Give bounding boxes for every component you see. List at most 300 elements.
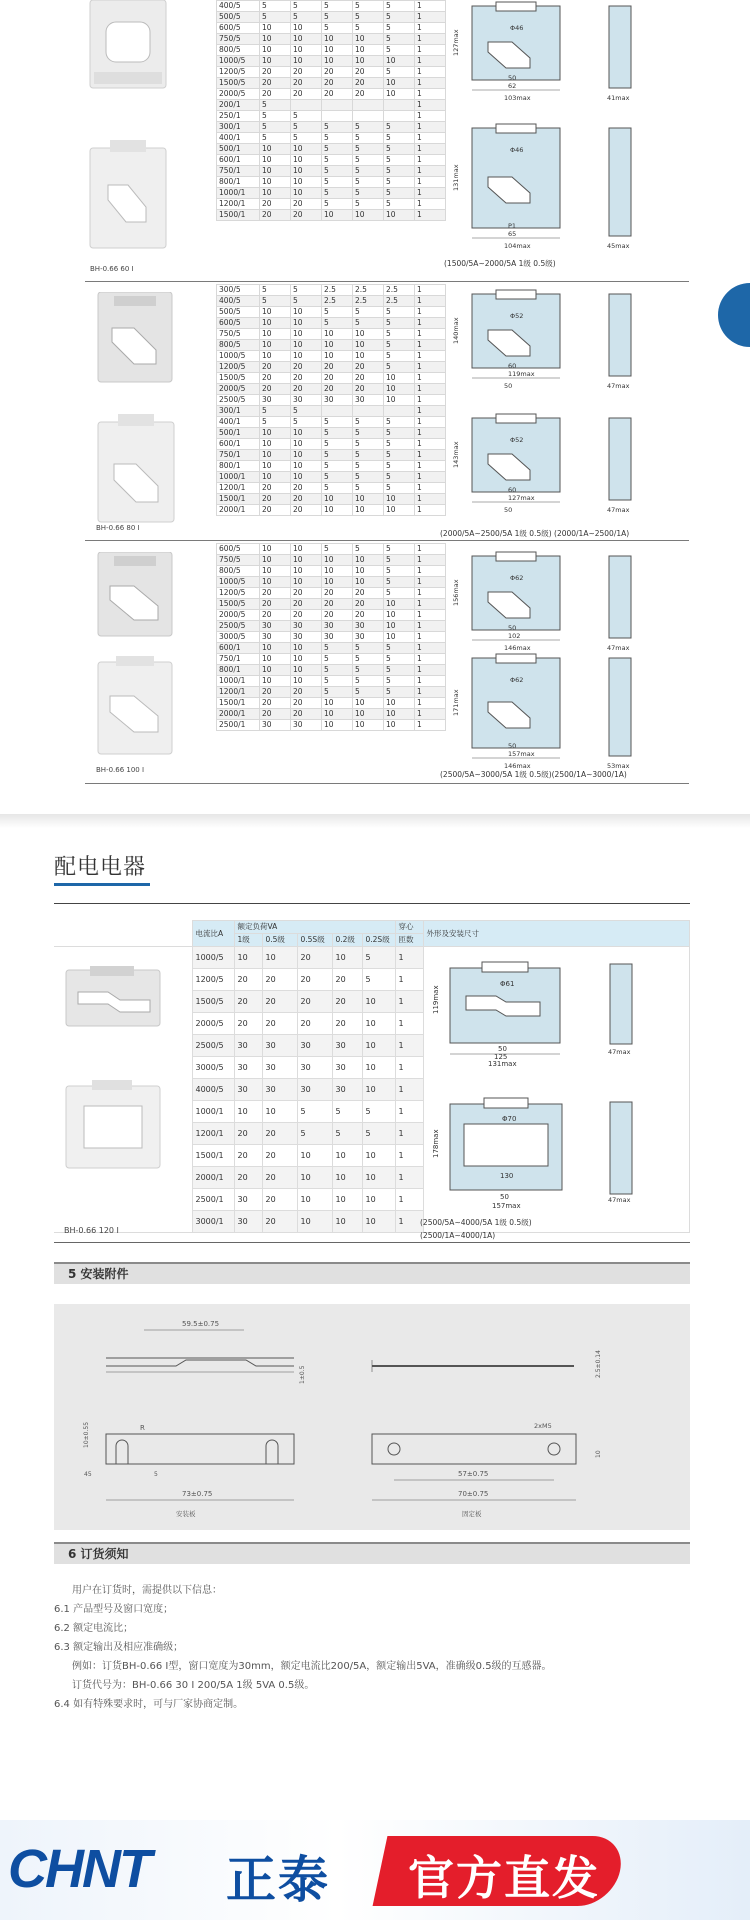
table-cell: 30: [260, 632, 291, 643]
table-row: [217, 720, 446, 731]
table-cell: 10: [353, 709, 384, 720]
table-cell: 5: [322, 643, 353, 654]
table-cell: 5: [332, 1101, 362, 1123]
dim-text: 50: [504, 382, 513, 390]
table-cell: 5: [384, 483, 415, 494]
order-example: 例如：订货BH-0.66 Ⅰ型，窗口宽度为30mm，额定电流比200/5A，额定输出5VA，准确级0.5级的互感器。: [72, 1661, 552, 1672]
table-row: [217, 643, 446, 654]
table-cell: 2.5: [353, 296, 384, 307]
table-cell: 1: [395, 991, 423, 1013]
table-cell: 5: [322, 687, 353, 698]
table-cell: 5: [384, 566, 415, 577]
table-cell: 10: [291, 654, 322, 665]
table-cell: 10: [234, 1101, 262, 1123]
catalog-page-top: [0, 0, 750, 818]
table-cell: 5: [384, 588, 415, 599]
table-cell: [322, 111, 353, 122]
table-cell: 20: [260, 67, 291, 78]
table-row: [217, 676, 446, 687]
table-cell: 1: [415, 144, 446, 155]
table-cell: 30: [291, 621, 322, 632]
table-cell: 750/5: [217, 329, 260, 340]
table-cell: 1: [415, 632, 446, 643]
brand-banner: [0, 1820, 750, 1920]
table-row: [217, 654, 446, 665]
dim-text: 146max: [504, 762, 531, 770]
title-underline: [54, 883, 150, 886]
table-cell: 1: [415, 577, 446, 588]
table-cell: 20: [291, 384, 322, 395]
table-cell: 1: [415, 210, 446, 221]
table-cell: 20: [291, 698, 322, 709]
accessories-drawing-area: [54, 1304, 690, 1530]
accessory-drawings: [54, 1304, 690, 1530]
dim-text: 157max: [508, 750, 535, 758]
table-cell: 5: [353, 643, 384, 654]
table-cell: 1000/1: [192, 1101, 234, 1123]
table-row: [217, 544, 446, 555]
table-row: [217, 111, 446, 122]
table-cell: 20: [260, 709, 291, 720]
table-cell: 10: [260, 450, 291, 461]
dim-text: 70±0.75: [458, 1490, 489, 1498]
table-row: [217, 329, 446, 340]
table-cell: 200/1: [217, 100, 260, 111]
order-item: 6.3 额定输出及相应准确级；: [54, 1642, 184, 1653]
table-cell: 10: [332, 1167, 362, 1189]
table-row: [217, 155, 446, 166]
table-cell: 10: [353, 577, 384, 588]
table-row: [217, 494, 446, 505]
dim-text: 60: [508, 362, 517, 370]
table-cell: 1000/5: [217, 351, 260, 362]
table-cell: 10: [384, 78, 415, 89]
table-cell: 5: [353, 1, 384, 12]
table-cell: 1: [415, 188, 446, 199]
table-cell: 1: [415, 450, 446, 461]
table-cell: 5: [362, 969, 395, 991]
side-drawing: [606, 960, 646, 1056]
table-cell: 10: [353, 45, 384, 56]
table-cell: 1500/1: [192, 1145, 234, 1167]
table-cell: 10: [260, 566, 291, 577]
table-cell: 5: [291, 296, 322, 307]
table-cell: 1: [415, 111, 446, 122]
table-cell: 5: [291, 12, 322, 23]
table-cell: 2000/5: [217, 610, 260, 621]
table-cell: 20: [260, 78, 291, 89]
table-cell: 20: [260, 373, 291, 384]
table-cell: 20: [322, 599, 353, 610]
table-cell: 10: [384, 373, 415, 384]
dim-text: 59.5±0.75: [182, 1320, 220, 1328]
table-cell: 20: [262, 1211, 297, 1233]
table-cell: 20: [260, 384, 291, 395]
table-cell: 30: [297, 1035, 332, 1057]
table-cell: 20: [234, 1145, 262, 1167]
table-row: [217, 621, 446, 632]
table-cell: 1: [415, 417, 446, 428]
dim-text: 131max: [488, 1060, 517, 1068]
table-cell: 5: [353, 177, 384, 188]
table-row: [217, 34, 446, 45]
section-divider: [85, 540, 689, 541]
table-cell: 5: [260, 133, 291, 144]
table-cell: 10: [322, 56, 353, 67]
table-row: [217, 67, 446, 78]
spec-table: [216, 284, 446, 516]
table-cell: 10: [260, 23, 291, 34]
table-cell: 10: [260, 665, 291, 676]
dim-text: 41max: [607, 94, 630, 102]
table-cell: 1: [415, 687, 446, 698]
section-band-ordering: 6 订货须知: [54, 1542, 690, 1564]
table-cell: 1: [415, 428, 446, 439]
table-cell: 5: [384, 472, 415, 483]
table-cell: 10: [291, 155, 322, 166]
table-cell: 20: [297, 947, 332, 969]
table-cell: 10: [384, 610, 415, 621]
table-cell: 1500/1: [217, 210, 260, 221]
table-cell: 5: [353, 472, 384, 483]
table-cell: 600/5: [217, 318, 260, 329]
table-row: [217, 285, 446, 296]
dimension-drawing: [450, 412, 590, 516]
table-cell: 20: [234, 969, 262, 991]
table-cell: 10: [362, 1189, 395, 1211]
table-cell: 10: [260, 428, 291, 439]
table-cell: 10: [362, 1145, 395, 1167]
product-photo: [96, 552, 174, 638]
table-cell: 10: [291, 166, 322, 177]
title-rule: [54, 903, 690, 904]
dimension-drawing: [450, 288, 590, 392]
table-row: [217, 406, 446, 417]
table-cell: 30: [234, 1079, 262, 1101]
table-cell: [384, 100, 415, 111]
table-cell: 1: [395, 1123, 423, 1145]
table-cell: 1500/5: [192, 991, 234, 1013]
table-cell: 5: [384, 329, 415, 340]
table-cell: 20: [291, 67, 322, 78]
table-cell: 5: [322, 654, 353, 665]
table-cell: 10: [384, 89, 415, 100]
table-cell: 20: [260, 494, 291, 505]
table-cell: 10: [262, 947, 297, 969]
table-row: [217, 577, 446, 588]
table-cell: 1: [415, 89, 446, 100]
table-row: [217, 23, 446, 34]
page-shadow: [0, 814, 750, 828]
dim-text: 140max: [452, 317, 460, 344]
table-cell: 5: [322, 144, 353, 155]
table-row: [217, 698, 446, 709]
table-cell: 10: [291, 351, 322, 362]
table-cell: 10: [384, 709, 415, 720]
table-cell: 5: [297, 1123, 332, 1145]
table-cell: 1: [415, 285, 446, 296]
table-cell: 10: [353, 566, 384, 577]
dim-text: Φ61: [500, 980, 515, 988]
table-cell: 5: [353, 199, 384, 210]
header-class: 0.2S级: [362, 934, 395, 947]
table-cell: 20: [260, 483, 291, 494]
table-cell: 5: [322, 428, 353, 439]
table-cell: [353, 111, 384, 122]
table-cell: 300/5: [217, 285, 260, 296]
side-drawing: [605, 288, 645, 392]
dim-text: 50: [500, 1193, 509, 1201]
table-cell: 5: [260, 1, 291, 12]
table-cell: [322, 100, 353, 111]
table-cell: 5: [353, 687, 384, 698]
table-cell: 20: [260, 89, 291, 100]
table-cell: 1: [415, 155, 446, 166]
table-row: [217, 687, 446, 698]
table-cell: 10: [353, 494, 384, 505]
table-row: [217, 588, 446, 599]
table-cell: 1: [415, 1, 446, 12]
table-cell: 1000/5: [217, 56, 260, 67]
order-item: 6.4 如有特殊要求时，可与厂家协商定制。: [54, 1699, 244, 1710]
table-cell: 10: [291, 56, 322, 67]
table-cell: 5: [291, 1, 322, 12]
table-cell: 1200/1: [217, 483, 260, 494]
table-cell: 20: [262, 1189, 297, 1211]
dim-text: Φ52: [510, 436, 524, 444]
table-cell: [384, 406, 415, 417]
table-cell: 5: [322, 676, 353, 687]
table-cell: 600/5: [217, 544, 260, 555]
table-cell: 20: [291, 610, 322, 621]
table-cell: 20: [353, 78, 384, 89]
table-cell: 1000/5: [192, 947, 234, 969]
table-cell: 5: [384, 351, 415, 362]
header-dims: 外形及安装尺寸: [423, 921, 690, 947]
table-cell: 30: [322, 632, 353, 643]
product-photo: [96, 414, 176, 524]
product-model-label: BH-0.66 80 I: [96, 524, 140, 532]
table-cell: 20: [332, 969, 362, 991]
table-cell: 5: [384, 577, 415, 588]
table-cell: 20: [260, 362, 291, 373]
table-cell: 30: [322, 395, 353, 406]
table-cell: 1200/5: [217, 67, 260, 78]
table-cell: 750/1: [217, 450, 260, 461]
header-class: 0.5级: [262, 934, 297, 947]
table-cell: 30: [332, 1079, 362, 1101]
brand-logo-en: CHNT: [8, 1839, 150, 1899]
header-core: 穿心: [395, 921, 423, 934]
table-cell: 1200/5: [217, 588, 260, 599]
brand-logo-cn: 正泰: [226, 1851, 330, 1909]
table-cell: 5: [384, 12, 415, 23]
table-cell: 20: [260, 505, 291, 516]
table-cell: 2500/1: [192, 1189, 234, 1211]
brand-slogan: 官方直发: [408, 1851, 600, 1905]
dim-text: 47max: [608, 1048, 631, 1056]
table-row: [217, 373, 446, 384]
table-cell: 5: [384, 67, 415, 78]
table-cell: 1: [415, 439, 446, 450]
table-cell: 5: [353, 188, 384, 199]
table-cell: 5: [291, 133, 322, 144]
table-cell: 10: [291, 307, 322, 318]
dim-text: 50: [508, 742, 517, 750]
table-cell: 10: [384, 621, 415, 632]
table-cell: 1: [415, 395, 446, 406]
table-cell: 5: [384, 144, 415, 155]
table-cell: 10: [260, 166, 291, 177]
table-cell: 1: [415, 643, 446, 654]
table-cell: 5: [322, 1, 353, 12]
table-cell: 20: [322, 373, 353, 384]
table-cell: 10: [353, 56, 384, 67]
table-cell: 10: [322, 351, 353, 362]
range-note: (2500/5A~4000/5A 1级 0.5级): [420, 1218, 532, 1227]
table-cell: 1: [415, 654, 446, 665]
table-cell: 5: [291, 406, 322, 417]
dim-text: 50: [508, 624, 517, 632]
table-cell: 5: [322, 12, 353, 23]
dim-text: Φ70: [502, 1115, 517, 1123]
range-note: (1500/5A~2000/5A 1级 0.5级): [444, 259, 556, 268]
accessory-label: 安装板: [176, 1510, 196, 1518]
table-cell: 10: [332, 1189, 362, 1211]
section-divider: [85, 783, 689, 784]
table-cell: 10: [260, 351, 291, 362]
table-cell: 5: [322, 155, 353, 166]
side-indicator-dot: [718, 283, 750, 347]
dim-text: 60: [508, 486, 517, 494]
table-cell: 20: [353, 373, 384, 384]
header-core-turns: 匝数: [395, 934, 423, 947]
table-cell: 10: [353, 698, 384, 709]
table-cell: 2000/5: [217, 89, 260, 100]
table-cell: 20: [353, 384, 384, 395]
table-cell: 10: [322, 340, 353, 351]
range-note: (2000/5A~2500/5A 1级 0.5级) (2000/1A~2500/1A): [440, 529, 630, 538]
table-cell: 5: [260, 122, 291, 133]
table-cell: 5: [322, 417, 353, 428]
table-cell: 5: [353, 307, 384, 318]
table-cell: 10: [260, 340, 291, 351]
table-cell: 250/1: [217, 111, 260, 122]
table-cell: 10: [260, 329, 291, 340]
table-row: [217, 318, 446, 329]
dim-text: 130: [500, 1172, 514, 1180]
side-drawing: [606, 1098, 646, 1206]
table-cell: 600/1: [217, 643, 260, 654]
table-cell: 10: [322, 566, 353, 577]
order-intro: 用户在订货时，需提供以下信息：: [72, 1585, 222, 1596]
table-cell: 30: [291, 720, 322, 731]
table-cell: 1: [395, 1189, 423, 1211]
dim-text: 131max: [452, 164, 460, 191]
table-cell: 3000/1: [192, 1211, 234, 1233]
table-cell: 10: [260, 307, 291, 318]
table-cell: 1500/5: [217, 599, 260, 610]
dim-text: P1: [508, 222, 517, 230]
table-cell: 5: [353, 133, 384, 144]
range-note: (2500/5A~3000/5A 1级 0.5级)(2500/1A~3000/1A): [440, 770, 627, 779]
table-cell: 20: [291, 78, 322, 89]
table-cell: 10: [260, 318, 291, 329]
table-cell: 10: [260, 177, 291, 188]
table-cell: 10: [384, 494, 415, 505]
table-row: [217, 505, 446, 516]
table-cell: 1: [395, 1101, 423, 1123]
dim-text: 62: [508, 82, 517, 90]
table-cell: 10: [260, 188, 291, 199]
table-row: [217, 483, 446, 494]
table-row: [217, 428, 446, 439]
table-cell: 5: [362, 1101, 395, 1123]
dim-text: 10: [595, 1450, 602, 1458]
table-cell: 5: [353, 417, 384, 428]
table-cell: 20: [260, 698, 291, 709]
table-cell: 20: [260, 210, 291, 221]
order-code: 订货代号为：BH-0.66 30 Ⅰ 200/5A 1级 5VA 0.5级。: [72, 1680, 315, 1691]
dim-text: R: [140, 1424, 145, 1432]
table-cell: 20: [234, 991, 262, 1013]
table-cell: 20: [262, 1123, 297, 1145]
table-cell: 10: [291, 340, 322, 351]
table-cell: 10: [353, 555, 384, 566]
table-cell: 30: [262, 1057, 297, 1079]
dim-text: 53max: [607, 762, 630, 770]
header-class: 1级: [234, 934, 262, 947]
section-band-accessories: 5 安装附件: [54, 1262, 690, 1284]
table-row: [217, 362, 446, 373]
table-cell: 1: [415, 505, 446, 516]
table-cell: 1: [415, 494, 446, 505]
table-cell: 800/1: [217, 461, 260, 472]
table-cell: 10: [260, 676, 291, 687]
table-cell: 20: [322, 588, 353, 599]
table-cell: 5: [260, 406, 291, 417]
table-cell: 5: [353, 676, 384, 687]
table-cell: 3000/5: [192, 1057, 234, 1079]
dim-text: 57±0.75: [458, 1470, 489, 1478]
table-cell: 5: [353, 544, 384, 555]
table-cell: 1: [415, 122, 446, 133]
table-cell: 5: [384, 417, 415, 428]
dimension-drawing: [450, 550, 590, 654]
table-cell: 600/5: [217, 23, 260, 34]
table-cell: [384, 111, 415, 122]
table-cell: 5: [384, 687, 415, 698]
section-divider: [85, 281, 689, 282]
table-cell: 10: [260, 144, 291, 155]
table-cell: 30: [322, 621, 353, 632]
dim-text: 65: [508, 230, 517, 238]
table-cell: 20: [291, 362, 322, 373]
table-cell: 20: [260, 610, 291, 621]
table-cell: 2500/1: [217, 720, 260, 731]
dim-text: 143max: [452, 441, 460, 468]
dim-text: 73±0.75: [182, 1490, 213, 1498]
accessory-label: 固定板: [462, 1510, 482, 1518]
table-cell: 1000/5: [217, 577, 260, 588]
table-cell: 500/1: [217, 144, 260, 155]
table-cell: 10: [260, 654, 291, 665]
table-cell: 5: [384, 1, 415, 12]
table-row: [217, 461, 446, 472]
table-cell: 20: [260, 199, 291, 210]
table-cell: 20: [260, 588, 291, 599]
table-cell: 1: [395, 947, 423, 969]
